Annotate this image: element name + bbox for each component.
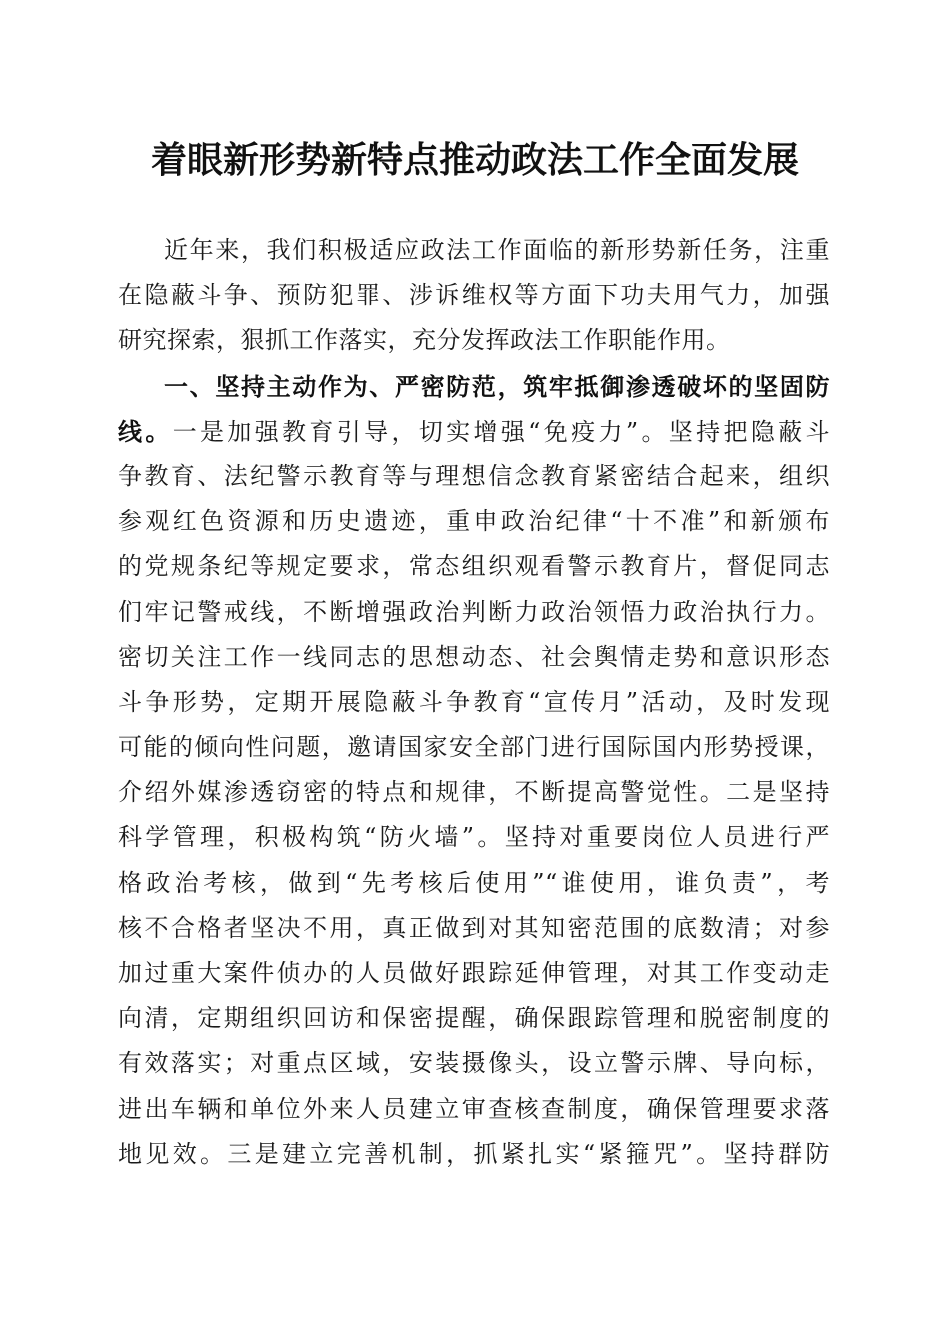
intro-line-2: 在隐蔽斗争、预防犯罪、涉诉维权等方面下功夫用气力，加强	[118, 281, 830, 310]
section1-line-10: 介绍外媒渗透窃密的特点和规律，不断提高警觉性。二是坚持	[118, 778, 830, 807]
section1-line-3: 争教育、法纪警示教育等与理想信念教育紧密结合起来，组织	[118, 461, 830, 490]
section1-heading-line-1: 一、坚持主动作为、严密防范，筑牢抵御渗透破坏的坚固防	[164, 371, 830, 401]
section1-line-9: 可能的倾向性问题，邀请国家安全部门进行国际国内形势授课，	[118, 733, 830, 762]
section1-line-4: 参观红色资源和历史遗迹，重申政治纪律“十不准”和新颁布	[118, 507, 830, 536]
section1-line-18: 地见效。三是建立完善机制，抓紧扎实“紧箍咒”。坚持群防	[118, 1139, 830, 1168]
section1-line-2	[118, 409, 830, 454]
document-body	[118, 228, 830, 1177]
document-title: 着眼新形势新特点推动政法工作全面发展	[150, 139, 799, 181]
section1-line-14: 加过重大案件侦办的人员做好跟踪延伸管理，对其工作变动走	[118, 959, 830, 987]
section1-heading-end: 线。	[118, 416, 173, 446]
section1-line-11: 科学管理，积极构筑“防火墙”。坚持对重要岗位人员进行严	[118, 823, 830, 852]
section1-line-13: 核不合格者坚决不用，真正做到对其知密范围的底数清；对参	[118, 913, 830, 942]
intro-line-3: 研究探索，狠抓工作落实，充分发挥政法工作职能作用。	[118, 326, 731, 355]
intro-line-1: 近年来，我们积极适应政法工作面临的新形势新任务，注重	[164, 236, 830, 264]
section1-line-17: 进出车辆和单位外来人员建立审查核查制度，确保管理要求落	[118, 1094, 830, 1123]
section1-line-12: 格政治考核，做到“先考核后使用”“谁使用，谁负责”，考	[118, 868, 830, 897]
section1-line-8: 斗争形势，定期开展隐蔽斗争教育“宣传月”活动，及时发现	[118, 687, 830, 716]
section1-line-2-text: 一是加强教育引导，切实增强“免疫力”。坚持把隐蔽斗	[172, 417, 831, 446]
section1-line-15: 向清，定期组织回访和保密提醒，确保跟踪管理和脱密制度的	[118, 1004, 830, 1033]
section1-line-5: 的党规条纪等规定要求，常态组织观看警示教育片，督促同志	[118, 552, 830, 581]
section1-line-7: 密切关注工作一线同志的思想动态、社会舆情走势和意识形态	[118, 642, 830, 671]
section1-line-16: 有效落实；对重点区域，安装摄像头，设立警示牌、导向标，	[118, 1049, 830, 1078]
section1-line-6: 们牢记警戒线，不断增强政治判断力政治领悟力政治执行力。	[118, 597, 830, 626]
